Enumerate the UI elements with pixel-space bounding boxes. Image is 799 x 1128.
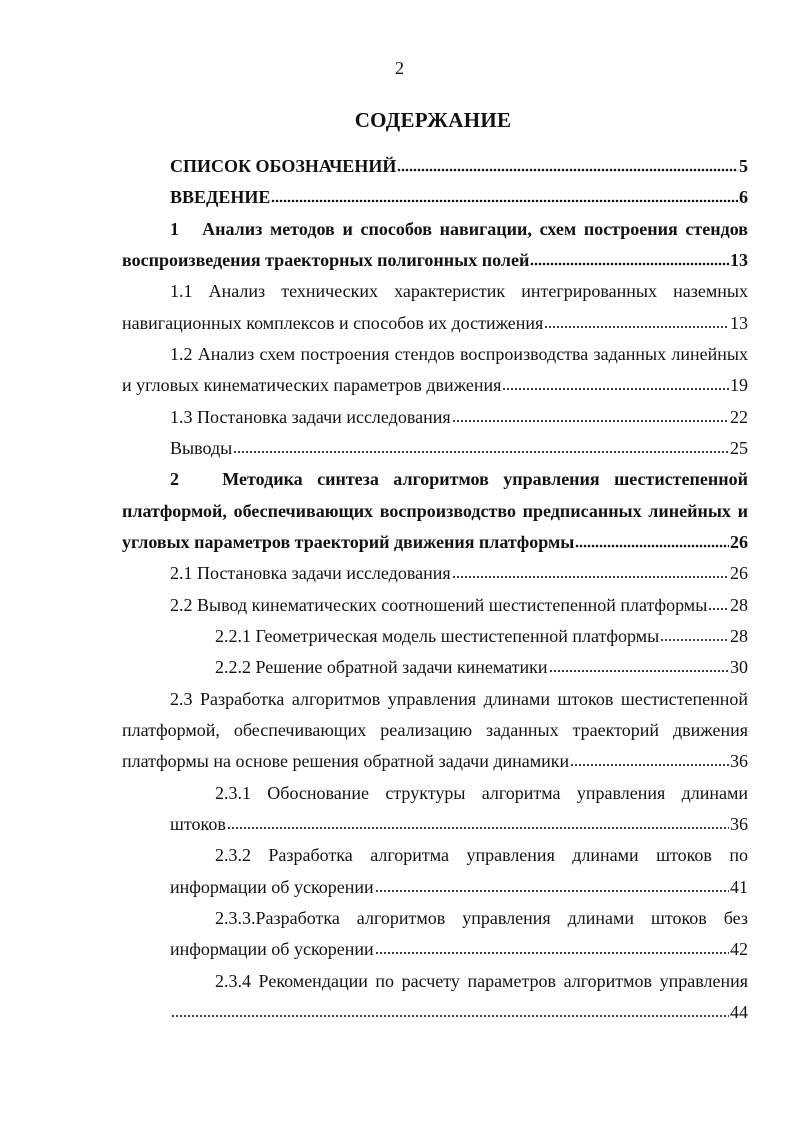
toc-page-number: 28: [730, 594, 748, 615]
toc-page-number: 6: [739, 187, 748, 208]
toc-page-number: 36: [730, 751, 748, 772]
dot-leader: [271, 189, 738, 203]
toc-entry-line: [170, 185, 748, 209]
dot-leader: [575, 534, 729, 548]
toc-entry-line-wrapped: [170, 217, 748, 241]
toc-entry-line-wrapped: [215, 969, 748, 993]
toc-entry-line: [170, 1000, 748, 1024]
dot-leader: [375, 879, 729, 893]
toc-entry-text: 2.3 Разработка алгоритмов управления длинами штоков шестистепенной: [170, 688, 748, 709]
toc-entry-text: платформой, обеспечивающих реализацию заданных траекторий движения: [122, 719, 748, 740]
toc-page-number: 5: [739, 156, 748, 176]
dot-leader: [452, 565, 729, 579]
dot-leader: [397, 158, 738, 172]
toc-entry-text: воспроизведения траекторных полигонных полей: [122, 249, 530, 270]
toc-entry-text: 1.1 Анализ технических характеристик интегрированных наземных: [170, 281, 748, 302]
toc-entry-line-wrapped: [122, 718, 748, 742]
dot-leader: [227, 816, 729, 830]
toc-entry-text: угловых параметров траекторий движения платформы: [122, 531, 575, 552]
toc-entry-text: 2.2 Вывод кинематических соотношений шестистепенной платформы: [170, 594, 708, 615]
page-title: СОДЕРЖАНИЕ: [354, 108, 512, 132]
toc-entry-line: [170, 405, 748, 429]
toc-entry-text: и угловых кинематических параметров движения: [122, 375, 502, 396]
toc-entry-line-wrapped: [215, 906, 748, 930]
toc-entry-line-wrapped: [170, 467, 748, 491]
toc-entry-text: 1.2 Анализ схем построения стендов воспроизводства заданных линейных: [170, 343, 748, 364]
toc-entry-text: СПИСОК ОБОЗНАЧЕНИЙ: [170, 156, 397, 176]
toc-entry-line: [170, 812, 748, 836]
dot-leader: [452, 409, 729, 423]
toc-page-number: 22: [730, 406, 748, 427]
toc-entry-text: навигационных комплексов и способов их достижения: [122, 312, 544, 333]
toc-entry-text: 1.3 Постановка задачи исследования: [170, 406, 451, 427]
toc-entry-line: [122, 749, 748, 773]
dot-leader: [708, 597, 729, 611]
toc-entry-text: 2.2.1 Геометрическая модель шестистепенной платформы: [215, 625, 660, 646]
toc-entry-text: штоков: [170, 813, 226, 834]
toc-entry-text: информации об ускорении: [170, 876, 374, 897]
toc-entry-text: 2.1 Постановка задачи исследования: [170, 563, 451, 584]
toc-entry-line: [122, 248, 748, 272]
toc-page-number: 19: [730, 375, 748, 396]
toc-entry-line-wrapped: [170, 279, 748, 303]
toc-page-number: 25: [730, 437, 748, 458]
dot-leader: [502, 377, 729, 391]
toc-entry-line-wrapped: [170, 342, 748, 366]
toc-entry-text: 2.3.3.Разработка алгоритмов управления длинами штоков без: [215, 907, 748, 928]
dot-leader: [233, 440, 729, 454]
toc-entry-line-wrapped: [122, 499, 748, 523]
toc-entry-text: ВВЕДЕНИЕ: [170, 187, 271, 208]
toc-entry-text: 2.3.4 Рекомендации по расчету параметров алгоритмов управления: [215, 970, 748, 991]
toc-page-number: 28: [730, 625, 748, 646]
toc-entry-line-wrapped: [170, 687, 748, 711]
page-number: 2: [395, 58, 404, 78]
toc-entry-text: платформы на основе решения обратной задачи динамики: [122, 751, 570, 772]
toc-entry-line: [170, 436, 748, 460]
dot-leader: [375, 941, 729, 955]
toc-entry-line: [122, 373, 748, 397]
toc-entry-text: 2 Методика синтеза алгоритмов управления шестистепенной: [170, 469, 748, 490]
dot-leader: [549, 659, 729, 673]
toc-entry-line: [170, 937, 748, 961]
toc-entry-text: 2.3.1 Обоснование структуры алгоритма управления длинами: [215, 782, 748, 803]
toc-entry-text: 2.3.2 Разработка алгоритма управления длинами штоков по: [215, 845, 748, 866]
toc-page-number: 42: [730, 939, 748, 960]
toc-page-number: 44: [730, 1001, 748, 1022]
toc-entry-text: 2.2.2 Решение обратной задачи кинематики: [215, 657, 548, 678]
toc-entry-line: [122, 530, 748, 554]
dot-leader: [660, 628, 729, 642]
toc-page-number: 30: [730, 657, 748, 678]
toc-page-number: 36: [730, 813, 748, 834]
toc-entry-text: информации об ускорении: [170, 939, 374, 960]
toc-entry-text: 1 Анализ методов и способов навигации, схем построения стендов: [170, 218, 748, 239]
toc-entry-line: [122, 311, 748, 335]
toc-page-number: 26: [730, 531, 748, 552]
toc-page-number: 26: [730, 563, 748, 584]
toc-entry-line: [170, 875, 748, 899]
dot-leader: [171, 1004, 729, 1018]
toc-entry-text: платформой, обеспечивающих воспроизводство предписанных линейных и: [122, 500, 748, 521]
dot-leader: [530, 252, 729, 266]
toc-entry-text: Выводы: [170, 437, 233, 458]
toc-page-number: 13: [730, 249, 748, 270]
dot-leader: [570, 753, 729, 767]
toc-entry-line: [215, 624, 748, 648]
toc-entry-line-wrapped: [215, 781, 748, 805]
toc-entry-line: [215, 655, 748, 679]
toc-page-number: 41: [730, 876, 748, 897]
toc-entry-line-wrapped: [215, 843, 748, 867]
toc-entry-line: [170, 561, 748, 585]
toc-entry-line: [170, 593, 748, 617]
dot-leader: [544, 315, 729, 329]
toc-entry-line: [170, 154, 748, 178]
toc-page-number: 13: [730, 312, 748, 333]
